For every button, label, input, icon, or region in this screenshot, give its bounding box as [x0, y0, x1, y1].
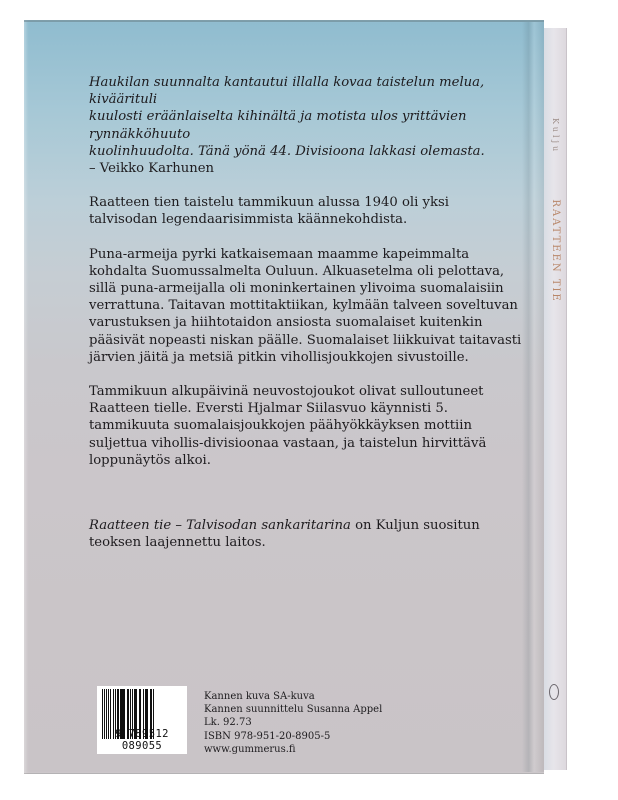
blurb-paragraph: Puna-armeija pyrki katkaisemaan maamme kapeimmalta kohdalta Suomussalmelta Ouluun. Alkuasetelma oli pelottava, sillä puna-armeijalla oli moninkertainen ylivoima suomalaisiin verrattuna. Taitavan mottitaktiikan, kylmään talveen soveltuvan varustuksen ja hiihtotaidon ansiosta suomalaiset kuitenkin pääsivät nopeasti niskan päälle. Suomalaiset liikkuivat taitavasti järvien jäitä ja metsiä pitkin vihollisjoukkojen sivustoille.: [89, 246, 522, 365]
credit-cover-design: Kannen suunnittelu Susanna Appel: [204, 704, 383, 716]
edition-note-text: on Kuljun suositun teoksen laajennettu laitos.: [89, 518, 480, 551]
quote-line: kuulosti eräänlaiselta kihinältä ja motista ulos yrittävien rynnäkköhuuto: [89, 109, 467, 142]
isbn: ISBN 978-951-20-8905-5: [204, 730, 331, 742]
library-class: Lk. 92.73: [204, 717, 252, 729]
quote-line: Haukilan suunnalta kantautui illalla kovaa taistelun melua, kiväärituli: [89, 75, 485, 108]
isbn-barcode: [97, 686, 187, 754]
edition-note-title: Raatteen tie – Talvisodan sankaritarina: [89, 518, 351, 534]
edition-note: [89, 517, 509, 551]
quote-line: kuolinhuudolta. Tänä yönä 44. Divisioona lakkasi olemasta.: [89, 143, 485, 159]
book-spine: [544, 28, 567, 770]
spine-author: Kulju: [551, 118, 560, 155]
back-cover-text: [89, 74, 539, 568]
publisher-logo-icon: [549, 684, 559, 700]
blurb-paragraph: Raatteen tien taistelu tammikuun alussa 1940 oli yksi talvisodan legendaarisimmista käännekohdista.: [89, 195, 449, 228]
quote-attribution: – Veikko Karhunen: [89, 161, 215, 177]
spine-title: RAATTEEN TIE: [550, 199, 561, 303]
credit-cover-photo: Kannen kuva SA-kuva: [204, 691, 315, 702]
book: [24, 20, 572, 774]
blurb-paragraph: Tammikuun alkupäivinä neuvostojoukot olivat sulloutuneet Raatteen tielle. Eversti Hjalmar Siilasvuo käynnisti 5. tammikuuta suomalaisjoukkojen päähyökkäyksen mottiin suljettua vihollis-divisioonaa vastaan, ja taistelun hirvittävä loppunäytös alkoi.: [89, 384, 487, 468]
spine-text: [548, 118, 562, 538]
publisher-website: www.gummerus.fi: [204, 743, 296, 755]
blurb-quote: [89, 74, 539, 177]
barcode-number: 9 789512 089055: [115, 728, 169, 752]
credits: [204, 690, 382, 756]
